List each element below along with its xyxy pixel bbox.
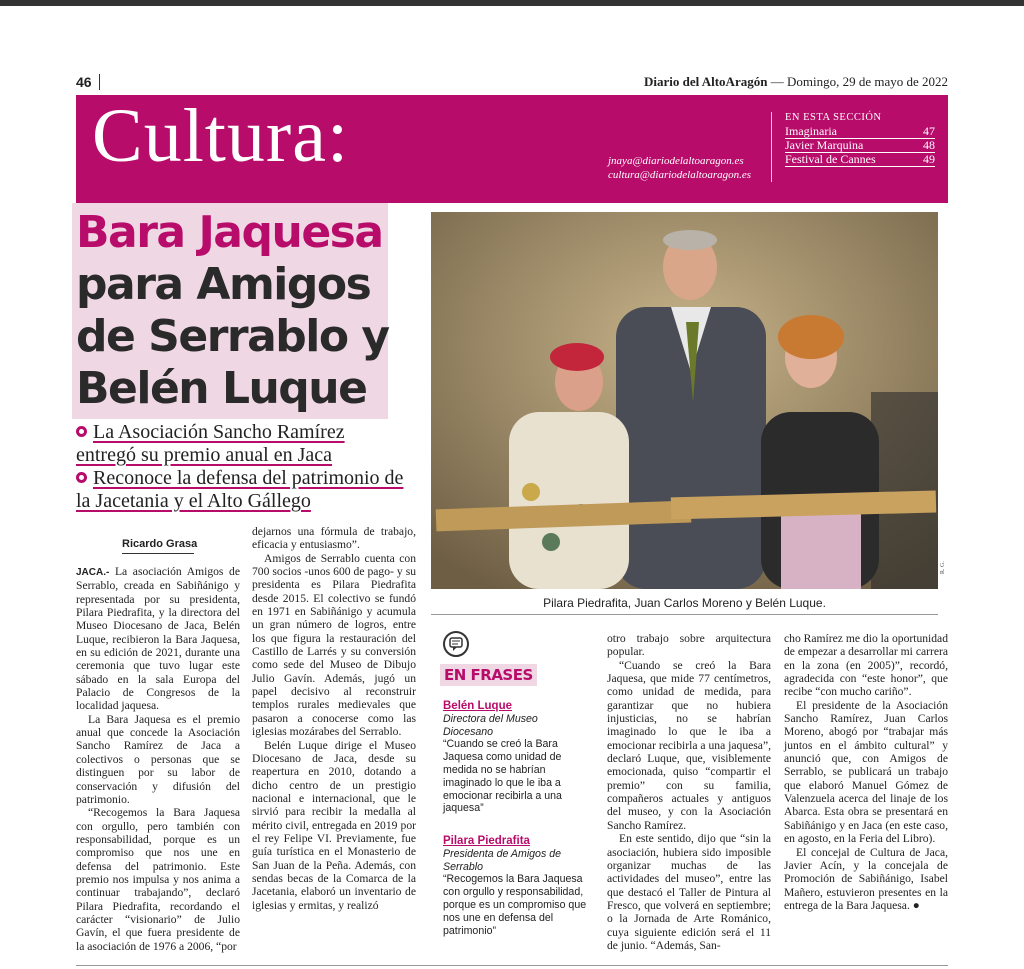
subheadline-bullet: Reconoce la defensa del patrimonio de la Jacetania y el Alto Gállego	[76, 467, 404, 512]
bullet-circle-icon	[76, 426, 87, 437]
section-index-item[interactable]	[785, 125, 935, 139]
caption-rule	[431, 614, 938, 615]
article-paragraph: JACA.- La asociación Amigos de Serrablo, creada en Sabiñánigo y representada por su presidenta, Pilara Piedrafita, y la directora del Museo Diocesano de Jaca, Belén Luque, recibieron la Bara Jaquesa, en su edición de 2021, durante una ceremonia que tuvo lugar este sábado en la sala Europa del Palacio de Congresos de la localidad jaquesa.	[76, 565, 240, 713]
top-border	[0, 0, 1024, 6]
section-index-item[interactable]	[785, 139, 935, 153]
section-index-label: Imaginaria	[785, 124, 837, 138]
subheadline-bullets	[76, 421, 406, 513]
award-ceremony-photo	[431, 212, 938, 589]
article-paragraph: En este sentido, dijo que “sin la asociación, hubiera sido imposible organizar muchas de las actividades del museo”, entre las que destacó el Taller de Pintura al Fresco, que volverá en septiembre; o la Jornada de Arte Románico, cuya siguiente edición será el 11 de junio. “Además, San-	[607, 832, 771, 952]
section-index-page: 48	[923, 138, 935, 152]
article-column-4	[784, 632, 948, 912]
bullet-circle-icon	[76, 472, 87, 483]
speech-bubble-glyph	[445, 633, 467, 655]
article-paragraph: Amigos de Serrablo cuenta con 700 socios -unos 600 de pago- y su presidenta es Pilara Piedrafita desde 2015. El colectivo se fundó en 1971 en Sabiñánigo y acumula un gran número de logros, entre los que figura la restauración del Castillo de Larrés y su conversión como sede del Museo de Dibujo Julio Gavín. Además, jugó un papel decisivo al reconstruir templos rurales medievales que pasaron a conocerse como las iglesias mozárabes del Serrablo.	[252, 551, 416, 739]
quote-block	[443, 700, 589, 815]
article-paragraph: El presidente de la Asociación Sancho Ramírez, Juan Carlos Moreno, abogó por “trabajar más juntos en el ámbito cultural” y anunció que, con Amigos de Serrablo, se publicará un trabajo que elaboró Manuel Gómez de Valenzuela acerca del linaje de los Abarca. Esta obra se presentará en Sabiñánigo y en Jaca (en este caso, en agosto, en la Feria del Libro).	[784, 698, 948, 846]
quote-role: Presidenta de Amigos de Serrablo	[443, 847, 561, 873]
section-index-heading: EN ESTA SECCIÓN	[785, 112, 882, 123]
contact-email[interactable]: jnaya@diariodelaltoaragon.es	[608, 155, 744, 167]
contact-email[interactable]: cultura@diariodelaltoaragon.es	[608, 169, 752, 181]
section-index-label: Festival de Cannes	[785, 152, 876, 166]
article-paragraph: dejarnos una fórmula de trabajo, eficacia y entusiasmo”.	[252, 525, 416, 552]
article-paragraph: “Recogemos la Bara Jaquesa con orgullo, pero también con responsabilidad, porque es un compromiso que nos une en defensa del patrimonio. Este premio nos impulsa y nos anima a continuar trabajando”, declaró Pilara Piedrafita, recordando el carácter “visionario” de Julio Gavín, el que fuera presidente de la asociación de 1976 a 2006, “por	[76, 806, 240, 953]
section-index-label: Javier Marquina	[785, 138, 864, 152]
quote-text: “Recogemos la Bara Jaquesa con orgullo y responsabilidad, porque es un compromiso que nos une en defensa del patrimonio”	[443, 873, 587, 937]
subheadline-bullet: La Asociación Sancho Ramírez entregó su premio anual en Jaca	[76, 421, 345, 466]
byline-rule	[122, 553, 194, 554]
article-column-3	[607, 632, 771, 952]
article-column-2	[252, 525, 416, 912]
quote-author: Belén Luque	[443, 700, 513, 712]
article-paragraph: Belén Luque dirige el Museo Diocesano de Jaca, desde su reapertura en 2010, dotando a dicho centro de un prestigio nacional e internacional, que le sirvió para recibir la medalla al mérito civil, entregada en 2019 por el rey Felipe VI. Previamente, fue guía turística en el Monasterio de San Juan de la Peña. Además, con sendas becas de la Comarca de la Jacetania, elaboró un inventario de iglesias y ermitas, y realizó	[252, 738, 416, 912]
quote-text: “Cuando se creó la Bara Jaquesa como unidad de medida no se habrían imaginado lo que le iba a emocionar recibirla a una jaquesa”	[443, 738, 562, 815]
dateline: JACA.-	[76, 567, 110, 578]
article-paragraph: otro trabajo sobre arquitectura popular.	[607, 632, 771, 659]
section-index-item[interactable]	[785, 153, 935, 167]
photo-caption: Pilara Piedrafita, Juan Carlos Moreno y Belén Luque.	[543, 596, 826, 610]
issue-date: — Domingo, 29 de mayo de 2022	[770, 74, 948, 89]
article-paragraph: “Cuando se creó la Bara Jaquesa, que mide 77 centímetros, como unidad de medida, para garantizar que no hubiera injusticias, no se habrían imaginado lo que le iba a emocionar recibirla a una jaquesa”, declaró Luque, que, visiblemente emocionada, quiso “compartir el premio” con su familia, compañeros actuales y antiguos del museo, y con la Asociación Sancho Ramírez.	[607, 658, 771, 832]
newspaper-name: Diario del AltoAragón	[643, 74, 768, 89]
article-column-1	[76, 565, 240, 953]
page-header	[644, 74, 948, 90]
byline: Ricardo Grasa	[122, 538, 198, 550]
photo-credit: R. G.	[940, 561, 946, 574]
frases-heading: EN FRASES	[440, 664, 537, 686]
article-paragraph: cho Ramírez me dio la oportunidad de empezar a desarrollar mi carrera en la zona (en 2005)”, recordó, agradecida con “este honor”, que recibe “con mucho cariño”.	[784, 632, 948, 699]
page-number-divider	[99, 74, 100, 90]
banner-divider	[771, 112, 772, 182]
section-index	[785, 111, 935, 167]
section-index-page: 47	[923, 124, 935, 138]
contact-emails	[608, 154, 751, 182]
bottom-rule	[76, 965, 948, 966]
quote-block	[443, 835, 589, 937]
headline-line: Belén Luque	[76, 363, 367, 414]
section-title: Cultura:	[92, 94, 350, 178]
headline-line: para Amigos	[76, 259, 371, 310]
headline-accent: Bara Jaquesa	[76, 207, 383, 258]
article-paragraph: El concejal de Cultura de Jaca, Javier Acín, y la concejala de Promoción de Sabiñánigo, Isabel Mañero, estuvieron presentes en la entrega de la Bara Jaquesa. ●	[784, 845, 948, 912]
article-paragraph: La Bara Jaquesa es el premio anual que concede la Asociación Sancho Ramírez de Jaca a colectivos o personas que se distinguen por su labor de conservación y difusión del patrimonio.	[76, 712, 240, 806]
quote-author: Pilara Piedrafita	[443, 835, 530, 847]
page-number: 46	[76, 74, 92, 90]
speech-bubble-icon	[443, 631, 469, 657]
article-photo	[431, 212, 938, 589]
headline-line: de Serrablo y	[76, 311, 389, 362]
article-headline	[76, 207, 416, 415]
quote-role: Directora del Museo Diocesano	[443, 712, 538, 738]
section-index-page: 49	[923, 152, 935, 166]
